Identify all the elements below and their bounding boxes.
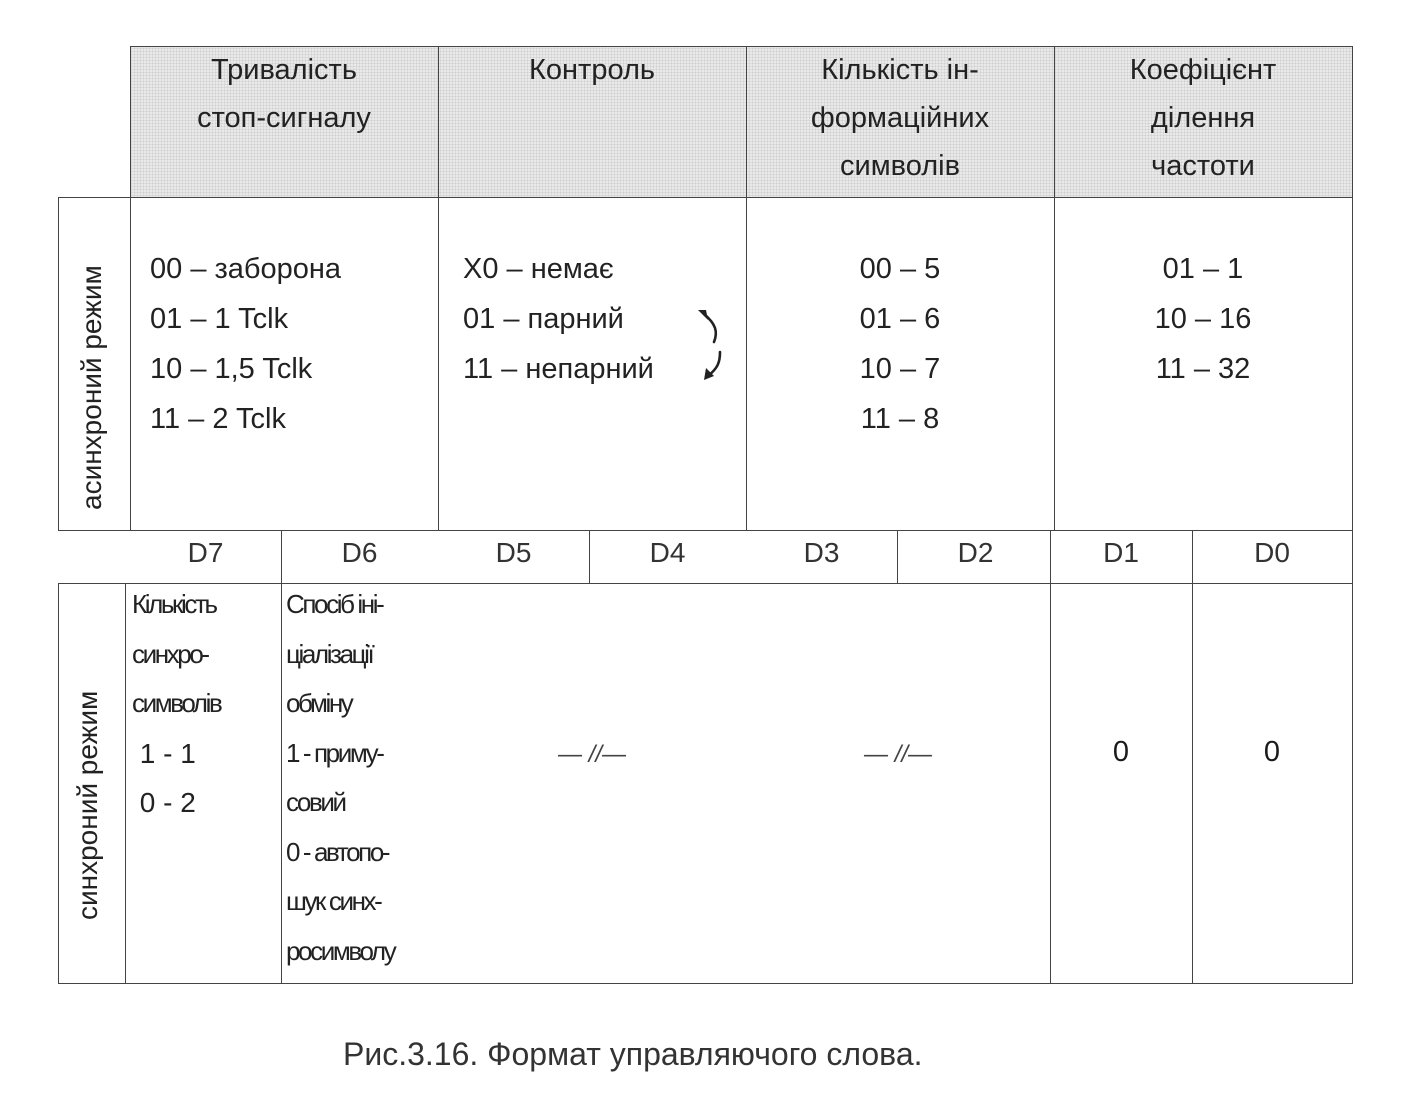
sync-d6-init-method <box>286 580 394 976</box>
swap-arrows-icon <box>694 306 734 386</box>
value-line: 10 – 1,5 Tclk <box>150 353 313 385</box>
value-line: 1 - приму- <box>286 737 383 768</box>
header-line: символів <box>840 150 960 182</box>
async-freq-divider-values <box>1054 244 1352 394</box>
value-line: 11 – 2 Tclk <box>150 403 286 435</box>
bit-d0: D0 <box>1254 537 1290 568</box>
header-line: Коефіцієнт <box>1129 54 1277 86</box>
grid-line <box>1352 46 1353 984</box>
value-line: росимволу <box>286 935 395 966</box>
grid-line <box>281 530 282 984</box>
value-line: 0 - автопо- <box>286 836 389 867</box>
sync-d0-value: 0 <box>1263 736 1281 768</box>
async-mode-label: асинхроний режим <box>76 265 107 510</box>
bit-d7: D7 <box>187 537 224 568</box>
bit-d3: D3 <box>803 537 840 568</box>
value-line: 01 – 1 Tclk <box>150 303 289 335</box>
value-line: 01 – 6 <box>859 303 941 335</box>
header-info-symbols <box>746 46 1054 190</box>
bit-d6: D6 <box>341 537 378 568</box>
value-line: 01 – 1 <box>1162 253 1244 285</box>
grid-line <box>58 583 130 584</box>
value-line: 01 – парний <box>463 303 624 335</box>
value-line: Кількість <box>132 589 216 619</box>
value-line: обміну <box>286 688 352 718</box>
value-line: 00 – 5 <box>859 253 941 285</box>
value-line: синхро- <box>132 638 208 669</box>
grid-line <box>438 46 439 531</box>
value-line: 11 – 32 <box>1155 353 1251 385</box>
bit-d4: D4 <box>649 537 686 568</box>
value-line: ціалізації <box>286 638 373 669</box>
value-line: 00 – заборона <box>150 253 342 285</box>
grid-line <box>58 197 130 198</box>
grid-line <box>125 583 126 984</box>
sync-d5d4-same: — //— <box>557 741 626 768</box>
value-line: 0 - 2 <box>132 787 196 818</box>
sync-d3d2-same: — //— <box>863 741 932 768</box>
header-line: формаційних <box>810 102 990 134</box>
grid-line <box>58 583 59 984</box>
header-line: Контроль <box>529 54 655 86</box>
value-line: 11 – 8 <box>860 403 940 435</box>
value-line: символів <box>132 688 221 718</box>
value-line: 1 - 1 <box>132 737 196 769</box>
sync-d7-sync-symbols <box>132 580 220 828</box>
header-control <box>438 46 746 94</box>
sync-mode-label: синхроний режим <box>72 690 103 920</box>
value-line: 10 – 7 <box>859 353 941 385</box>
async-stop-duration-values <box>150 244 341 444</box>
bit-d5: D5 <box>495 537 532 568</box>
value-line: Спосіб іні- <box>286 589 383 619</box>
value-line: шук синх- <box>286 886 381 916</box>
header-line: Тривалість <box>211 54 357 86</box>
grid-line <box>58 197 59 531</box>
header-line: ділення <box>1150 102 1256 134</box>
value-line: 10 – 16 <box>1154 303 1252 335</box>
grid-line <box>58 983 1353 984</box>
value-line: 11 – непарний <box>463 353 654 385</box>
async-control-values <box>463 244 654 394</box>
bit-d1: D1 <box>1103 537 1139 568</box>
figure-caption: Рис.3.16. Формат управляючого слова. <box>343 1036 923 1072</box>
value-line: совий <box>286 787 345 817</box>
async-info-symbols-values <box>746 244 1054 444</box>
value-line: X0 – немає <box>463 253 614 285</box>
header-line: частоти <box>1151 150 1255 182</box>
bit-d2: D2 <box>957 537 994 568</box>
header-line: Кількість ін- <box>821 54 979 86</box>
header-line: стоп-сигналу <box>197 102 371 134</box>
header-stop-duration <box>130 46 438 142</box>
sync-d1-value: 0 <box>1112 736 1130 768</box>
grid-line <box>130 197 1353 198</box>
header-freq-divider <box>1054 46 1352 190</box>
